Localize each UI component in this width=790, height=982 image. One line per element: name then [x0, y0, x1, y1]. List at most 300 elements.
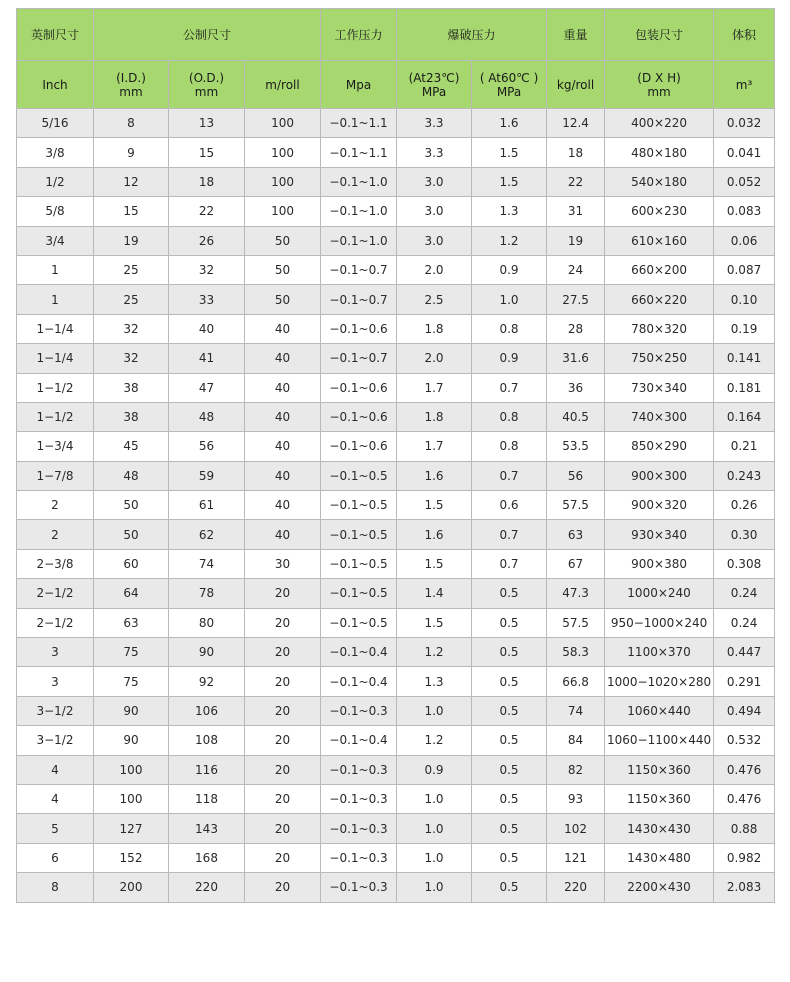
cell-id: 90 [94, 726, 169, 755]
cell-burst-23: 1.5 [397, 608, 472, 637]
cell-weight: 53.5 [547, 432, 605, 461]
cell-od: 59 [169, 461, 245, 490]
cell-volume: 0.291 [714, 667, 775, 696]
cell-m-roll: 20 [245, 667, 321, 696]
cell-weight: 40.5 [547, 402, 605, 431]
cell-burst-60: 0.8 [472, 314, 547, 343]
cell-weight: 36 [547, 373, 605, 402]
cell-m-roll: 50 [245, 255, 321, 284]
cell-m-roll: 20 [245, 608, 321, 637]
cell-id: 9 [94, 138, 169, 167]
cell-od: 108 [169, 726, 245, 755]
cell-burst-60: 0.8 [472, 432, 547, 461]
table-row [17, 608, 775, 637]
header-burst-pressure: 爆破压力 [397, 9, 547, 61]
table-row [17, 814, 775, 843]
cell-working-pressure: −0.1~1.1 [321, 109, 397, 138]
cell-inch: 1−7/8 [17, 461, 94, 490]
subheader-m3: m³ [714, 61, 775, 109]
cell-working-pressure: −0.1~0.5 [321, 461, 397, 490]
cell-package-size: 1100×370 [605, 638, 714, 667]
cell-inch: 3/4 [17, 226, 94, 255]
cell-weight: 74 [547, 696, 605, 725]
cell-working-pressure: −0.1~0.3 [321, 814, 397, 843]
cell-id: 75 [94, 667, 169, 696]
cell-working-pressure: −0.1~0.4 [321, 638, 397, 667]
cell-od: 41 [169, 344, 245, 373]
cell-burst-23: 1.3 [397, 667, 472, 696]
cell-id: 90 [94, 696, 169, 725]
cell-od: 13 [169, 109, 245, 138]
cell-inch: 1−1/4 [17, 314, 94, 343]
table-row [17, 138, 775, 167]
table-row [17, 755, 775, 784]
cell-inch: 3−1/2 [17, 726, 94, 755]
cell-od: 32 [169, 255, 245, 284]
cell-m-roll: 20 [245, 726, 321, 755]
cell-package-size: 750×250 [605, 344, 714, 373]
cell-volume: 0.052 [714, 167, 775, 196]
cell-working-pressure: −0.1~0.5 [321, 549, 397, 578]
cell-inch: 2−3/8 [17, 549, 94, 578]
cell-package-size: 610×160 [605, 226, 714, 255]
cell-od: 143 [169, 814, 245, 843]
cell-burst-23: 2.0 [397, 255, 472, 284]
cell-volume: 0.041 [714, 138, 775, 167]
cell-package-size: 1060−1100×440 [605, 726, 714, 755]
cell-inch: 1−3/4 [17, 432, 94, 461]
cell-m-roll: 100 [245, 167, 321, 196]
table-row [17, 314, 775, 343]
cell-volume: 0.447 [714, 638, 775, 667]
cell-burst-23: 3.0 [397, 226, 472, 255]
cell-package-size: 900×380 [605, 549, 714, 578]
cell-m-roll: 20 [245, 873, 321, 902]
cell-working-pressure: −0.1~0.5 [321, 608, 397, 637]
cell-id: 50 [94, 491, 169, 520]
table-row [17, 461, 775, 490]
cell-package-size: 1000×240 [605, 579, 714, 608]
table-row [17, 432, 775, 461]
cell-m-roll: 40 [245, 314, 321, 343]
cell-inch: 2−1/2 [17, 608, 94, 637]
cell-working-pressure: −0.1~0.3 [321, 755, 397, 784]
cell-package-size: 1150×360 [605, 755, 714, 784]
cell-package-size: 950−1000×240 [605, 608, 714, 637]
cell-burst-23: 1.0 [397, 873, 472, 902]
cell-id: 25 [94, 285, 169, 314]
cell-m-roll: 30 [245, 549, 321, 578]
cell-inch: 3/8 [17, 138, 94, 167]
cell-inch: 6 [17, 843, 94, 872]
subheader-at23-unit: MPa [421, 84, 447, 99]
cell-m-roll: 40 [245, 402, 321, 431]
cell-package-size: 1430×430 [605, 814, 714, 843]
cell-burst-23: 2.5 [397, 285, 472, 314]
table-row [17, 726, 775, 755]
subheader-at60 [472, 61, 547, 109]
cell-weight: 18 [547, 138, 605, 167]
header-volume: 体积 [714, 9, 775, 61]
spec-table-container [16, 8, 775, 903]
cell-weight: 82 [547, 755, 605, 784]
cell-working-pressure: −0.1~0.6 [321, 432, 397, 461]
cell-volume: 0.24 [714, 579, 775, 608]
cell-id: 50 [94, 520, 169, 549]
cell-burst-60: 0.7 [472, 373, 547, 402]
cell-id: 63 [94, 608, 169, 637]
table-row [17, 226, 775, 255]
cell-burst-60: 0.5 [472, 873, 547, 902]
cell-working-pressure: −0.1~0.3 [321, 873, 397, 902]
cell-weight: 93 [547, 784, 605, 813]
cell-volume: 0.308 [714, 549, 775, 578]
cell-inch: 2 [17, 520, 94, 549]
cell-id: 127 [94, 814, 169, 843]
subheader-inch: Inch [17, 61, 94, 109]
cell-weight: 31 [547, 197, 605, 226]
cell-m-roll: 20 [245, 843, 321, 872]
subheader-id-unit: mm [119, 84, 143, 99]
cell-package-size: 1430×480 [605, 843, 714, 872]
cell-id: 100 [94, 784, 169, 813]
cell-burst-60: 0.7 [472, 520, 547, 549]
cell-volume: 0.181 [714, 373, 775, 402]
cell-volume: 0.083 [714, 197, 775, 226]
cell-weight: 56 [547, 461, 605, 490]
cell-inch: 3−1/2 [17, 696, 94, 725]
cell-working-pressure: −0.1~0.5 [321, 579, 397, 608]
cell-weight: 84 [547, 726, 605, 755]
cell-package-size: 730×340 [605, 373, 714, 402]
cell-m-roll: 20 [245, 638, 321, 667]
cell-burst-60: 0.5 [472, 784, 547, 813]
header-inch-size: 英制尺寸 [17, 9, 94, 61]
cell-burst-60: 1.6 [472, 109, 547, 138]
cell-burst-23: 1.2 [397, 638, 472, 667]
cell-burst-60: 0.5 [472, 726, 547, 755]
cell-inch: 5/8 [17, 197, 94, 226]
cell-burst-60: 1.2 [472, 226, 547, 255]
cell-m-roll: 20 [245, 696, 321, 725]
cell-od: 61 [169, 491, 245, 520]
cell-burst-60: 0.5 [472, 638, 547, 667]
cell-od: 80 [169, 608, 245, 637]
cell-m-roll: 100 [245, 138, 321, 167]
cell-burst-23: 3.0 [397, 167, 472, 196]
cell-od: 18 [169, 167, 245, 196]
cell-id: 32 [94, 344, 169, 373]
cell-volume: 0.476 [714, 755, 775, 784]
cell-burst-60: 1.5 [472, 167, 547, 196]
cell-working-pressure: −0.1~0.3 [321, 696, 397, 725]
cell-burst-60: 0.9 [472, 344, 547, 373]
cell-volume: 0.032 [714, 109, 775, 138]
cell-burst-23: 1.0 [397, 784, 472, 813]
cell-working-pressure: −0.1~0.6 [321, 314, 397, 343]
cell-od: 106 [169, 696, 245, 725]
table-row [17, 520, 775, 549]
table-row [17, 373, 775, 402]
spec-table-body [17, 109, 775, 903]
cell-package-size: 660×220 [605, 285, 714, 314]
cell-od: 92 [169, 667, 245, 696]
cell-inch: 1−1/2 [17, 402, 94, 431]
table-row [17, 491, 775, 520]
cell-weight: 220 [547, 873, 605, 902]
cell-burst-60: 0.7 [472, 461, 547, 490]
cell-weight: 19 [547, 226, 605, 255]
cell-package-size: 660×200 [605, 255, 714, 284]
cell-working-pressure: −0.1~0.6 [321, 402, 397, 431]
cell-od: 62 [169, 520, 245, 549]
cell-burst-23: 2.0 [397, 344, 472, 373]
subheader-mpa: Mpa [321, 61, 397, 109]
cell-burst-60: 0.5 [472, 843, 547, 872]
cell-id: 48 [94, 461, 169, 490]
cell-burst-60: 0.8 [472, 402, 547, 431]
table-row [17, 843, 775, 872]
cell-od: 15 [169, 138, 245, 167]
cell-inch: 8 [17, 873, 94, 902]
cell-m-roll: 20 [245, 579, 321, 608]
cell-od: 48 [169, 402, 245, 431]
subheader-outer-diameter [169, 61, 245, 109]
cell-od: 56 [169, 432, 245, 461]
cell-od: 116 [169, 755, 245, 784]
cell-od: 90 [169, 638, 245, 667]
cell-burst-23: 1.0 [397, 843, 472, 872]
cell-volume: 0.243 [714, 461, 775, 490]
cell-weight: 28 [547, 314, 605, 343]
table-row [17, 109, 775, 138]
cell-volume: 0.164 [714, 402, 775, 431]
cell-burst-23: 1.5 [397, 549, 472, 578]
cell-id: 200 [94, 873, 169, 902]
cell-volume: 0.30 [714, 520, 775, 549]
cell-burst-60: 0.6 [472, 491, 547, 520]
cell-weight: 22 [547, 167, 605, 196]
cell-volume: 0.26 [714, 491, 775, 520]
cell-id: 64 [94, 579, 169, 608]
cell-package-size: 600×230 [605, 197, 714, 226]
cell-package-size: 540×180 [605, 167, 714, 196]
cell-od: 220 [169, 873, 245, 902]
cell-burst-60: 0.5 [472, 579, 547, 608]
cell-weight: 31.6 [547, 344, 605, 373]
cell-weight: 63 [547, 520, 605, 549]
cell-package-size: 780×320 [605, 314, 714, 343]
cell-working-pressure: −0.1~0.5 [321, 491, 397, 520]
cell-burst-23: 1.5 [397, 491, 472, 520]
cell-weight: 66.8 [547, 667, 605, 696]
cell-package-size: 930×340 [605, 520, 714, 549]
cell-volume: 0.88 [714, 814, 775, 843]
cell-m-roll: 40 [245, 461, 321, 490]
cell-working-pressure: −0.1~1.0 [321, 226, 397, 255]
cell-burst-23: 1.2 [397, 726, 472, 755]
table-row [17, 197, 775, 226]
subheader-at60-unit: MPa [496, 84, 522, 99]
cell-package-size: 2200×430 [605, 873, 714, 902]
cell-id: 38 [94, 402, 169, 431]
cell-working-pressure: −0.1~1.0 [321, 197, 397, 226]
cell-m-roll: 40 [245, 432, 321, 461]
cell-id: 152 [94, 843, 169, 872]
cell-burst-23: 0.9 [397, 755, 472, 784]
cell-package-size: 400×220 [605, 109, 714, 138]
cell-m-roll: 20 [245, 755, 321, 784]
cell-weight: 57.5 [547, 491, 605, 520]
cell-weight: 58.3 [547, 638, 605, 667]
table-row [17, 667, 775, 696]
subheader-kg-roll: kg/roll [547, 61, 605, 109]
cell-working-pressure: −0.1~1.1 [321, 138, 397, 167]
cell-inch: 1 [17, 285, 94, 314]
cell-burst-23: 3.3 [397, 109, 472, 138]
cell-id: 12 [94, 167, 169, 196]
cell-package-size: 1150×360 [605, 784, 714, 813]
header-working-pressure: 工作压力 [321, 9, 397, 61]
cell-weight: 121 [547, 843, 605, 872]
cell-od: 22 [169, 197, 245, 226]
header-weight: 重量 [547, 9, 605, 61]
cell-burst-23: 3.0 [397, 197, 472, 226]
cell-burst-60: 0.5 [472, 755, 547, 784]
table-row [17, 638, 775, 667]
cell-package-size: 900×300 [605, 461, 714, 490]
cell-burst-23: 1.0 [397, 696, 472, 725]
cell-od: 78 [169, 579, 245, 608]
cell-burst-23: 1.6 [397, 461, 472, 490]
subheader-dxh-label: (D X H) [637, 70, 681, 85]
cell-m-roll: 40 [245, 373, 321, 402]
cell-id: 75 [94, 638, 169, 667]
cell-volume: 0.24 [714, 608, 775, 637]
cell-burst-60: 0.5 [472, 814, 547, 843]
cell-volume: 0.982 [714, 843, 775, 872]
cell-od: 47 [169, 373, 245, 402]
cell-burst-23: 1.7 [397, 373, 472, 402]
cell-working-pressure: −0.1~0.7 [321, 255, 397, 284]
cell-package-size: 1000−1020×280 [605, 667, 714, 696]
cell-burst-60: 1.3 [472, 197, 547, 226]
header-package-size: 包装尺寸 [605, 9, 714, 61]
cell-burst-60: 1.5 [472, 138, 547, 167]
cell-working-pressure: −0.1~0.5 [321, 520, 397, 549]
cell-burst-23: 1.6 [397, 520, 472, 549]
cell-weight: 12.4 [547, 109, 605, 138]
cell-burst-60: 0.9 [472, 255, 547, 284]
cell-burst-23: 1.8 [397, 314, 472, 343]
cell-working-pressure: −0.1~0.7 [321, 344, 397, 373]
header-metric-size: 公制尺寸 [94, 9, 321, 61]
table-row [17, 167, 775, 196]
subheader-dxh-unit: mm [647, 84, 671, 99]
cell-package-size: 900×320 [605, 491, 714, 520]
cell-working-pressure: −0.1~0.3 [321, 784, 397, 813]
cell-burst-23: 1.8 [397, 402, 472, 431]
subheader-at60-label: ( At60℃ ) [479, 70, 539, 85]
cell-od: 40 [169, 314, 245, 343]
cell-volume: 0.494 [714, 696, 775, 725]
cell-package-size: 740×300 [605, 402, 714, 431]
cell-working-pressure: −0.1~0.7 [321, 285, 397, 314]
cell-m-roll: 40 [245, 344, 321, 373]
subheader-id-label: (I.D.) [116, 70, 146, 85]
cell-od: 26 [169, 226, 245, 255]
cell-burst-23: 1.7 [397, 432, 472, 461]
cell-m-roll: 50 [245, 285, 321, 314]
cell-id: 100 [94, 755, 169, 784]
cell-package-size: 1060×440 [605, 696, 714, 725]
cell-volume: 0.087 [714, 255, 775, 284]
cell-inch: 5 [17, 814, 94, 843]
cell-id: 38 [94, 373, 169, 402]
subheader-at23-label: (At23℃) [408, 70, 460, 85]
table-row [17, 344, 775, 373]
cell-inch: 5/16 [17, 109, 94, 138]
cell-inch: 1 [17, 255, 94, 284]
cell-burst-60: 0.5 [472, 667, 547, 696]
table-row [17, 579, 775, 608]
cell-working-pressure: −0.1~0.4 [321, 667, 397, 696]
cell-id: 19 [94, 226, 169, 255]
cell-working-pressure: −0.1~0.6 [321, 373, 397, 402]
table-row [17, 873, 775, 902]
cell-inch: 3 [17, 667, 94, 696]
cell-weight: 57.5 [547, 608, 605, 637]
cell-burst-23: 3.3 [397, 138, 472, 167]
cell-od: 74 [169, 549, 245, 578]
cell-weight: 47.3 [547, 579, 605, 608]
cell-volume: 2.083 [714, 873, 775, 902]
cell-working-pressure: −0.1~1.0 [321, 167, 397, 196]
cell-volume: 0.532 [714, 726, 775, 755]
cell-volume: 0.06 [714, 226, 775, 255]
table-row [17, 784, 775, 813]
cell-m-roll: 20 [245, 814, 321, 843]
cell-id: 32 [94, 314, 169, 343]
cell-od: 33 [169, 285, 245, 314]
cell-volume: 0.10 [714, 285, 775, 314]
cell-volume: 0.19 [714, 314, 775, 343]
cell-id: 45 [94, 432, 169, 461]
cell-id: 15 [94, 197, 169, 226]
cell-id: 8 [94, 109, 169, 138]
subheader-m-roll: m/roll [245, 61, 321, 109]
cell-inch: 1/2 [17, 167, 94, 196]
table-row [17, 255, 775, 284]
cell-inch: 1−1/2 [17, 373, 94, 402]
cell-working-pressure: −0.1~0.3 [321, 843, 397, 872]
cell-working-pressure: −0.1~0.4 [321, 726, 397, 755]
subheader-dxh [605, 61, 714, 109]
cell-inch: 1−1/4 [17, 344, 94, 373]
cell-id: 25 [94, 255, 169, 284]
cell-weight: 27.5 [547, 285, 605, 314]
cell-weight: 102 [547, 814, 605, 843]
table-row [17, 285, 775, 314]
cell-volume: 0.476 [714, 784, 775, 813]
cell-m-roll: 20 [245, 784, 321, 813]
cell-weight: 24 [547, 255, 605, 284]
hose-spec-table [16, 8, 775, 903]
cell-burst-23: 1.4 [397, 579, 472, 608]
subheader-at23 [397, 61, 472, 109]
header-row-primary [17, 9, 775, 61]
table-row [17, 549, 775, 578]
